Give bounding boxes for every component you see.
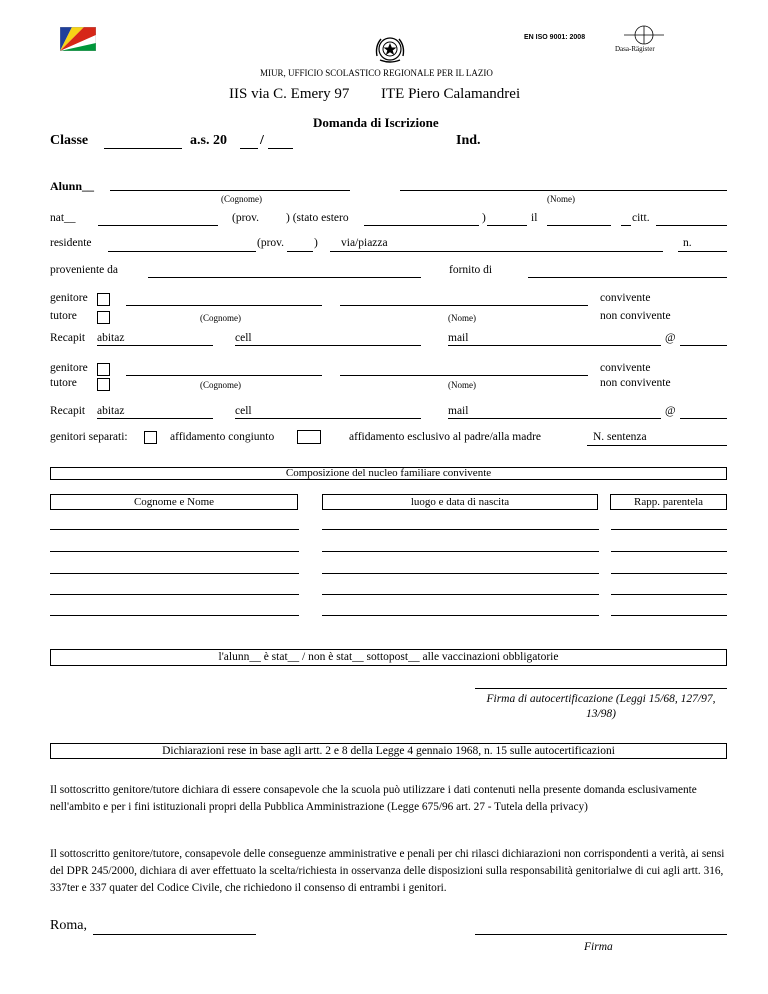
dichiarazioni-box [50,743,727,759]
parent2-nome-caption: (Nome) [448,380,476,390]
form-title: Domanda di Iscrizione [313,115,439,130]
parent1-name-field[interactable] [340,305,588,306]
affidamento-congiunto-checkbox[interactable] [297,430,321,444]
parent2-abitaz-label: abitaz [97,405,125,417]
parent2-tutore-label: tutore [50,377,77,389]
family-row-1-name[interactable] [50,529,299,530]
citizenship-field[interactable] [656,225,727,226]
citizenship-prefix-field[interactable] [621,225,631,226]
vaccinazioni-text: l'alunn__ è stat__ / non è stat__ sottopost__ alle vaccinazioni obbligatorie [218,651,559,663]
separati-checkbox[interactable] [144,431,157,444]
firma-caption: Firma [584,941,613,953]
parent2-at-sign: @ [665,405,676,417]
separati-label: genitori separati: [50,431,128,443]
parent1-genitore-label: genitore [50,292,88,304]
family-row-4-relation[interactable] [611,594,727,595]
seychelles-flag-logo [60,27,96,51]
stato-estero-label: ) (stato estero [286,212,349,224]
as-slash: / [260,133,264,148]
citt-label: citt. [632,212,650,224]
proveniente-label: proveniente da [50,264,119,276]
family-row-2-relation[interactable] [611,551,727,552]
birthdate-field[interactable] [547,225,611,226]
ind-label: Ind. [456,133,481,148]
parent1-recapit-label: Recapit [50,332,86,344]
parent1-mail-domain-field[interactable] [680,345,727,346]
student-name-field[interactable] [400,190,727,191]
family-row-3-birth[interactable] [322,573,599,574]
alunno-label: Alunn__ [50,179,95,193]
il-label: il [531,212,538,224]
birthplace-field[interactable] [98,225,218,226]
affidamento-esclusivo-label: affidamento esclusivo al padre/alla madre [349,431,542,443]
final-signature-field[interactable] [475,934,727,935]
classe-label: Classe [50,133,89,148]
parent2-convivente-label[interactable]: convivente [600,362,651,374]
cognome-caption: (Cognome) [221,194,262,204]
residence-city-field[interactable] [108,251,256,252]
stato-close-paren: ) [482,212,486,224]
parent2-home-phone-field[interactable] [97,418,213,419]
date-field[interactable] [93,934,256,935]
parent2-cognome-caption: (Cognome) [200,380,241,390]
foreign-country-field[interactable] [364,225,479,226]
parent1-convivente-label[interactable]: convivente [600,292,651,304]
family-row-5-birth[interactable] [322,615,599,616]
nome-caption: (Nome) [547,194,575,204]
family-section-header [50,467,727,480]
family-row-3-relation[interactable] [611,573,727,574]
parent2-mail-label: mail [448,405,469,417]
birthplace-extra-field[interactable] [487,225,527,226]
parent2-recapit-label: Recapit [50,405,86,417]
parent2-tutore-checkbox[interactable] [97,378,110,391]
as-start-field[interactable] [240,148,258,149]
family-col-relation-header [610,494,727,510]
civic-number-field[interactable] [678,251,727,252]
dichiarazioni-text: Dichiarazioni rese in base agli artt. 2 e 8 della Legge 4 gennaio 1968, n. 15 sulle autocertificazioni [162,745,615,757]
privacy-paragraph: Il sottoscritto genitore/tutore dichiara di essere consapevole che la scuola può utilizzare i dati contenuti nella presente domanda esclusivamente nell'ambito e per i fini istituzionali propri della Pubblica Amministrazione (Legge 675/96 art. 27 - Tutela della privacy) [50,784,697,813]
parent2-cell-label: cell [235,405,252,417]
family-row-2-birth[interactable] [322,551,599,552]
family-col-birth-header [322,494,598,510]
parent1-at-sign: @ [665,332,676,344]
parent1-nome-caption: (Nome) [448,313,476,323]
parent2-non-convivente-label[interactable]: non convivente [600,377,671,389]
parent1-cell-label: cell [235,332,252,344]
previous-school-field[interactable] [148,277,421,278]
sentenza-label: N. sentenza [593,431,647,443]
parent2-surname-field[interactable] [126,375,322,376]
autocert-signature-field[interactable] [475,688,727,689]
parent1-non-convivente-label[interactable]: non convivente [600,310,671,322]
affidamento-congiunto-label: affidamento congiunto [170,431,275,443]
school-name-iis: IIS via C. Emery 97 [229,86,350,102]
family-col-name-header [50,494,298,510]
ministry-heading: MIUR, UFFICIO SCOLASTICO REGIONALE PER IL LAZIO [260,68,493,78]
street-field[interactable] [330,251,663,252]
parent1-home-phone-field[interactable] [97,345,213,346]
parent1-cognome-caption: (Cognome) [200,313,241,323]
parent2-mail-field[interactable] [448,418,661,419]
dasa-register-label: Dasa-Rägister [615,45,655,53]
family-row-5-relation[interactable] [611,615,727,616]
parent2-genitore-label: genitore [50,362,88,374]
responsabilita-paragraph: Il sottoscritto genitore/tutore, consapevole delle conseguenze amministrative e penali per chi rilasci dichiarazioni non corrispondenti a verità, ai sensi del DPR 245/2000, dichiara di aver effettuato la scelta/richiesta in osservanza delle disposizioni sulla responsabilità genitorialwe di cui agli artt. 316, 337ter e 337 quater del Codice Civile, che richiedono il consenso di entrambi i genitori. [50,848,725,894]
sentenza-field[interactable] [587,445,727,446]
parent2-mail-domain-field[interactable] [680,418,727,419]
parent2-cell-field[interactable] [235,418,421,419]
as-end-field[interactable] [268,148,293,149]
dasa-register-logo-icon [622,24,666,46]
autocert-signature-caption: Firma di autocertificazione (Leggi 15/68, 127/97, 13/98) [486,693,716,720]
residente-label: residente [50,237,92,249]
parent1-tutore-label: tutore [50,310,77,322]
parent1-genitore-checkbox[interactable] [97,293,110,306]
family-row-4-name[interactable] [50,594,299,595]
residence-prov-field[interactable] [287,251,313,252]
classe-field[interactable] [104,148,182,149]
family-col-name-label: Cognome e Nome [133,496,215,508]
family-row-4-birth[interactable] [322,594,599,595]
family-row-1-relation[interactable] [611,529,727,530]
parent2-genitore-checkbox[interactable] [97,363,110,376]
prov-label: (prov. [232,212,260,224]
family-col-relation-label: Rapp. parentela [633,496,704,508]
family-row-2-name[interactable] [50,551,299,552]
republic-emblem-icon [373,34,407,64]
parent1-mail-field[interactable] [448,345,661,346]
nato-label: nat__ [50,212,76,224]
parent2-name-field[interactable] [340,375,588,376]
via-piazza-label: via/piazza [341,237,388,249]
fornito-label: fornito di [449,264,493,276]
parent1-abitaz-label: abitaz [97,332,125,344]
family-row-5-name[interactable] [50,615,299,616]
parent1-mail-label: mail [448,332,469,344]
family-row-3-name[interactable] [50,573,299,574]
prov2-label: (prov. [257,237,285,249]
student-surname-field[interactable] [110,190,350,191]
as-label: a.s. 20 [190,133,227,148]
family-col-birth-label: luogo e data di nascita [410,496,510,508]
vaccinazioni-box [50,649,727,666]
iso-label: EN ISO 9001: 2008 [524,34,586,41]
school-name-ite: ITE Piero Calamandrei [381,86,521,102]
family-section-title: Composizione del nucleo familiare convivente [285,467,492,479]
parent1-cell-field[interactable] [235,345,421,346]
parent1-surname-field[interactable] [126,305,322,306]
parent1-tutore-checkbox[interactable] [97,311,110,324]
diploma-field[interactable] [528,277,727,278]
family-row-1-birth[interactable] [322,529,599,530]
prov2-close-paren: ) [314,237,318,249]
civic-number-label: n. [683,237,692,249]
roma-label: Roma, [50,918,87,933]
